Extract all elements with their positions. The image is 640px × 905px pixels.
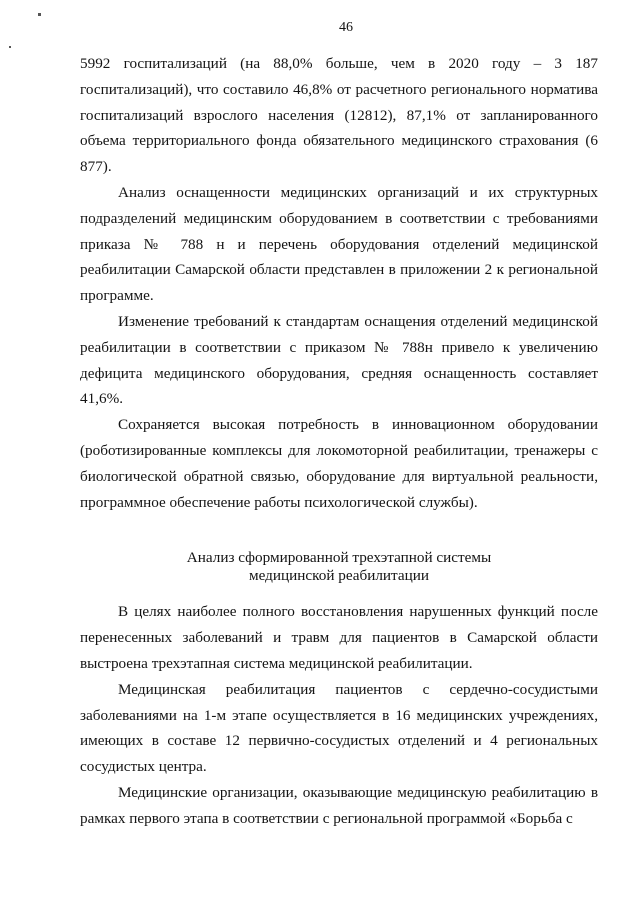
page-number: 46 bbox=[339, 20, 353, 35]
section-heading-line: Анализ сформированной трехэтапной системы bbox=[186, 549, 492, 567]
section-heading-line: медицинской реабилитации bbox=[248, 567, 430, 585]
document-body bbox=[80, 51, 598, 832]
paragraph: 5992 госпитализаций (на 88,0% больше, чем в 2020 году – 3 187 госпитализаций), что составило 46,8% от расчетного регионального норматива госпитализаций взрослого населения (12812), 87,1% от запланированного объема территориального фонда обязательного медицинского страхования (6 877). bbox=[80, 55, 598, 176]
paragraph: Медицинская реабилитация пациентов с сердечно-сосудистыми заболеваниями на 1-м этапе осуществляется в 16 медицинских учреждениях, имеющих в составе 12 первично-сосудистых отделений и 4 региональных сосудистых центра. bbox=[80, 680, 598, 776]
section-heading bbox=[80, 549, 598, 585]
paragraph: Анализ оснащенности медицинских организаций и их структурных подразделений медицинским оборудованием в соответствии с требованиями приказа № 788 н и перечень оборудования отделений медицинской реабилитации Самарской области представлен в приложении 2 к региональной программе. bbox=[80, 183, 598, 305]
scan-mark bbox=[9, 46, 11, 48]
paragraph: В целях наиболее полного восстановления нарушенных функций после перенесенных заболеваний и травм для пациентов в Самарской области выстроена трехэтапная система медицинской реабилитации. bbox=[80, 603, 598, 672]
paragraph: Медицинские организации, оказывающие медицинскую реабилитацию в рамках первого этапа в соответствии с региональной программой «Борьба с bbox=[80, 783, 598, 827]
scan-mark bbox=[38, 13, 41, 16]
paragraph: Изменение требований к стандартам оснащения отделений медицинской реабилитации в соответствии с приказом № 788н привело к увеличению дефицита медицинского оборудования, средняя оснащенность составляет 41,6%. bbox=[80, 312, 598, 408]
paragraph: Сохраняется высокая потребность в инновационном оборудовании (роботизированные комплексы для локомоторной реабилитации, тренажеры с биологической обратной связью, оборудование для виртуальной реальности, программное обеспечение работы психологической службы). bbox=[80, 416, 598, 511]
